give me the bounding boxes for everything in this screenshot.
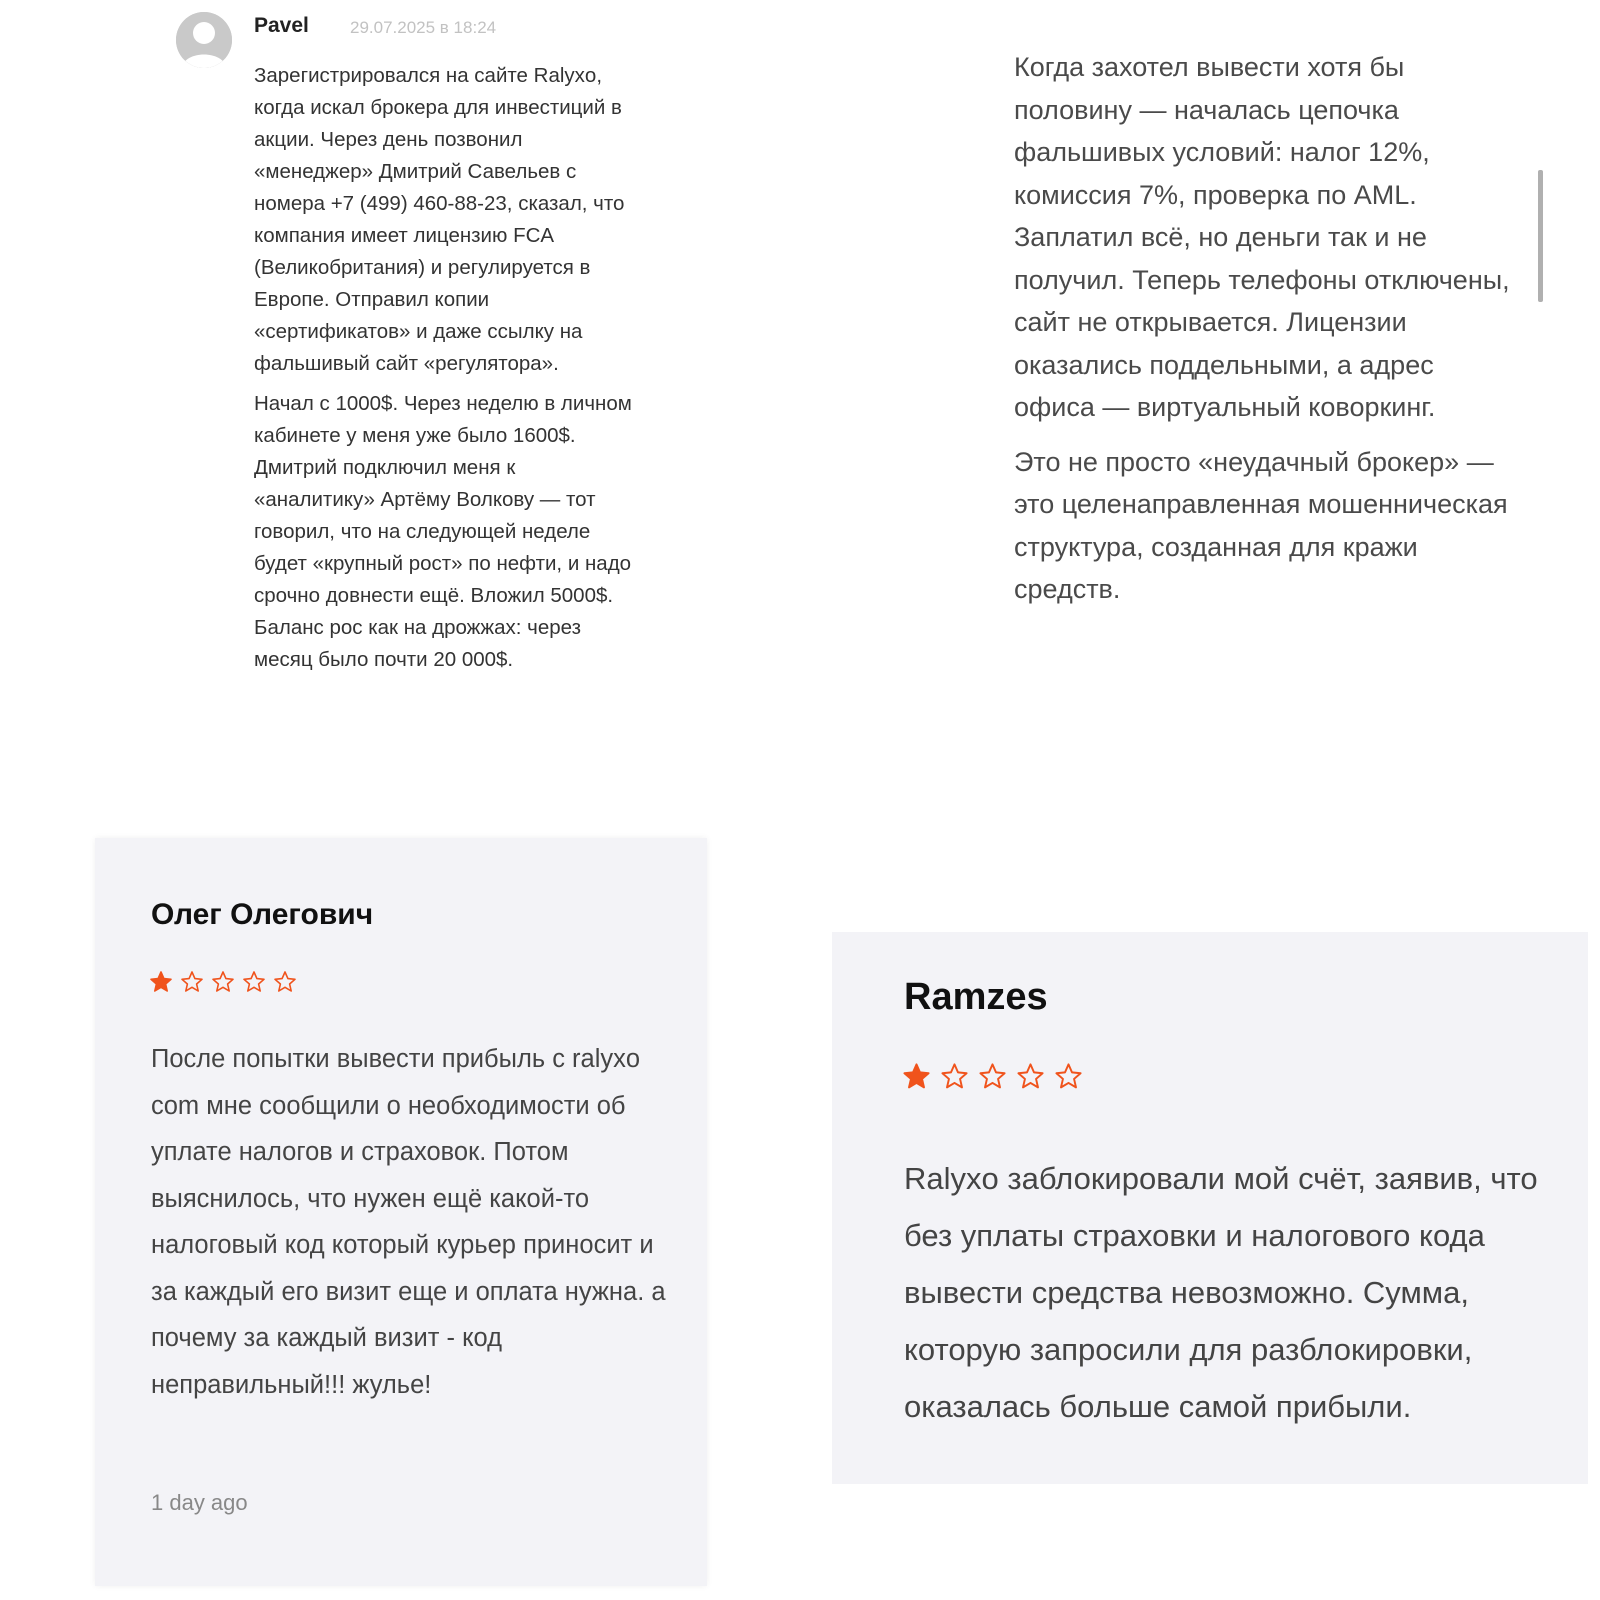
review-card — [832, 932, 1588, 1484]
star-rating — [149, 970, 297, 994]
review-card — [95, 838, 707, 1586]
star-empty-icon — [940, 1062, 969, 1091]
review-author: Олег Олегович — [151, 898, 374, 931]
star-empty-icon — [180, 970, 204, 994]
continuation-paragraph: Это не просто «неудачный брокер» — это целенаправленная мошенническая структура, созданная для кражи средств. — [1014, 446, 1508, 604]
comment-paragraph: Зарегистрировался на сайте Ralyxo, когда искал брокера для инвестиций в акции. Через день позвонил «менеджер» Дмитрий Савельев с номера +7 (499) 460-88-23, сказал, что компания имеет лицензию FCA (Великобритания) и регулируется в Европе. Отправил копии «сертификатов» и даже ссылку на фальшивый сайт «регулятора». — [254, 64, 625, 375]
review-text: Ralyxo заблокировали мой счёт, заявив, что без уплаты страховки и налогового кода вывести средства невозможно. Сумма, которую запросили для разблокировки, оказалась больше самой прибыли. — [904, 1161, 1538, 1424]
comment-body — [254, 60, 634, 684]
review-author: Ramzes — [904, 976, 1048, 1018]
star-rating — [902, 1062, 1083, 1091]
star-filled-icon — [149, 970, 173, 994]
user-avatar-icon — [176, 12, 232, 68]
star-empty-icon — [242, 970, 266, 994]
comment-paragraph: Начал с 1000$. Через неделю в личном кабинете у меня уже было 1600$. Дмитрий подключил меня к «аналитику» Артёму Волкову — тот говорил, что на следующей неделе будет «крупный рост» по нефти, и надо срочно довнести ещё. Вложил 5000$. Баланс рос как на дрожжах: через месяц было почти 20 000$. — [254, 392, 632, 671]
continuation-paragraph: Когда захотел вывести хотя бы половину — началась цепочка фальшивых условий: налог 12%, комиссия 7%, проверка по AML. Заплатил всё, но деньги так и не получил. Теперь телефоны отключены, сайт не открывается. Лицензии оказались поддельными, а адрес офиса — виртуальный коворкинг. — [1014, 52, 1510, 422]
comment-author[interactable]: Pavel — [254, 14, 309, 37]
comment-date[interactable]: 29.07.2025 в 18:24 — [350, 18, 497, 37]
scrollbar-thumb[interactable] — [1538, 170, 1543, 302]
review-text: После попытки вывести прибыль с ralyxo com мне сообщили о необходимости об уплате налогов и страховок. Потом выяснилось, что нужен ещё какой-то налоговый код который курьер приносит и за каждый его визит еще и оплата нужна. а почему за каждый визит - код неправильный!!! жулье! — [151, 1045, 666, 1399]
star-filled-icon — [902, 1062, 931, 1091]
review-time: 1 day ago — [151, 1490, 248, 1515]
star-empty-icon — [211, 970, 235, 994]
star-empty-icon — [1054, 1062, 1083, 1091]
pavel-avatar — [176, 12, 232, 68]
star-empty-icon — [1016, 1062, 1045, 1091]
comment-continuation — [1014, 46, 1514, 623]
star-empty-icon — [978, 1062, 1007, 1091]
star-empty-icon — [273, 970, 297, 994]
